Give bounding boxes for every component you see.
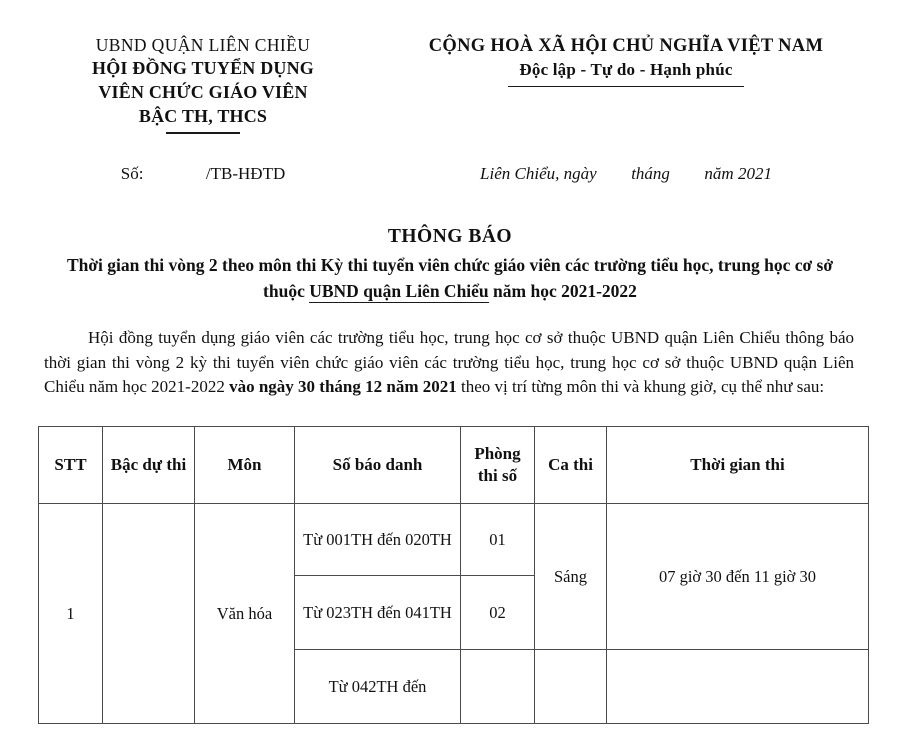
- cell-ca-thi: [535, 649, 607, 723]
- authority-line-teachers: VIÊN CHỨC GIÁO VIÊN: [98, 81, 308, 102]
- table-body: [39, 503, 869, 723]
- document-subtitle: [0, 253, 900, 304]
- cell-stt: 1: [39, 503, 103, 723]
- cell-phong-thi-so: 02: [461, 575, 535, 649]
- table-header-row: [39, 426, 869, 503]
- column-header-mon: Môn: [195, 426, 295, 503]
- place-date-month: tháng: [631, 163, 670, 183]
- cell-so-bao-danh: Từ 023TH đến 041TH: [295, 575, 461, 649]
- national-underline-rule: [508, 86, 744, 88]
- column-header-phong-thi-so: Phòng thi số: [461, 426, 535, 503]
- paragraph-text-after-date: theo vị trí từng môn thi và khung giờ, cụ thể như sau:: [456, 377, 825, 397]
- document-header: [0, 0, 900, 134]
- cell-thoi-gian-thi: 07 giờ 30 đến 11 giờ 30: [607, 503, 869, 649]
- cell-ca-thi: Sáng: [535, 503, 607, 649]
- cell-so-bao-danh: Từ 042TH đến: [295, 649, 461, 723]
- subtitle-part-two: năm học 2021-2022: [488, 280, 637, 301]
- document-number-row: [0, 164, 900, 184]
- page-title: THÔNG BÁO: [387, 225, 513, 247]
- authority-line-council: HỘI ĐỒNG TUYỂN DỤNG: [92, 58, 314, 79]
- table-row: [39, 503, 869, 575]
- table-header: [39, 426, 869, 503]
- national-motto: Độc lập - Tự do - Hạnh phúc: [519, 59, 733, 79]
- authority-line-ubnd: UBND QUẬN LIÊN CHIỀU: [95, 35, 311, 55]
- national-name: CỘNG HOÀ XÃ HỘI CHỦ NGHĨA VIỆT NAM: [428, 36, 824, 56]
- document-number-value: /TB-HĐTD: [205, 163, 286, 183]
- cell-so-bao-danh: Từ 001TH đến 020TH: [295, 503, 461, 575]
- document-number-label: Số:: [120, 163, 144, 183]
- cell-thoi-gian-thi: [607, 649, 869, 723]
- issuing-authority-block: [0, 34, 382, 134]
- column-header-stt: STT: [39, 426, 103, 503]
- cell-phong-thi-so: [461, 649, 535, 723]
- document-number-block: [0, 164, 382, 184]
- paragraph-text-before-date: Hội đồng tuyển dụng giáo viên các trường tiểu học, trung học cơ sở thuộc UBND quận Liên Chiểu thông báo thời gian thi vòng 2 kỳ thi tuyển viên chức giáo viên các trường tiểu học, trung học cơ sở thuộc UBND quận Liên Chiểu năm học 2021-2022: [44, 328, 854, 397]
- column-header-so-bao-danh: Số báo danh: [295, 426, 461, 503]
- subtitle-part-one: Thời gian thi vòng 2 theo môn thi Kỳ thi tuyển viên chức giáo viên các trường tiểu học, trung học cơ sở thuộc: [66, 255, 834, 301]
- subtitle-underlined-authority: UBND quận Liên Chiểu: [309, 280, 489, 301]
- column-header-ca-thi: Ca thi: [535, 426, 607, 503]
- place-date-year: năm 2021: [704, 163, 772, 183]
- document-title-block: [0, 224, 900, 304]
- announcement-paragraph: [0, 326, 900, 399]
- cell-mon: Văn hóa: [195, 503, 295, 723]
- authority-underline-rule: [166, 132, 240, 134]
- exam-schedule-table-wrapper: [0, 426, 900, 724]
- exam-schedule-table: [38, 426, 869, 724]
- column-header-thoi-gian-thi: Thời gian thi: [607, 426, 869, 503]
- column-header-bac-du-thi: Bậc dự thi: [103, 426, 195, 503]
- cell-bac-du-thi: [103, 503, 195, 723]
- paragraph-exam-date: vào ngày 30 tháng 12 năm 2021: [229, 377, 457, 397]
- cell-phong-thi-so: 01: [461, 503, 535, 575]
- place-and-date: [382, 164, 900, 184]
- national-heading-block: [382, 34, 900, 87]
- authority-line-levels: BẬC TH, THCS: [138, 105, 268, 126]
- place-date-prefix: Liên Chiểu, ngày: [480, 163, 597, 183]
